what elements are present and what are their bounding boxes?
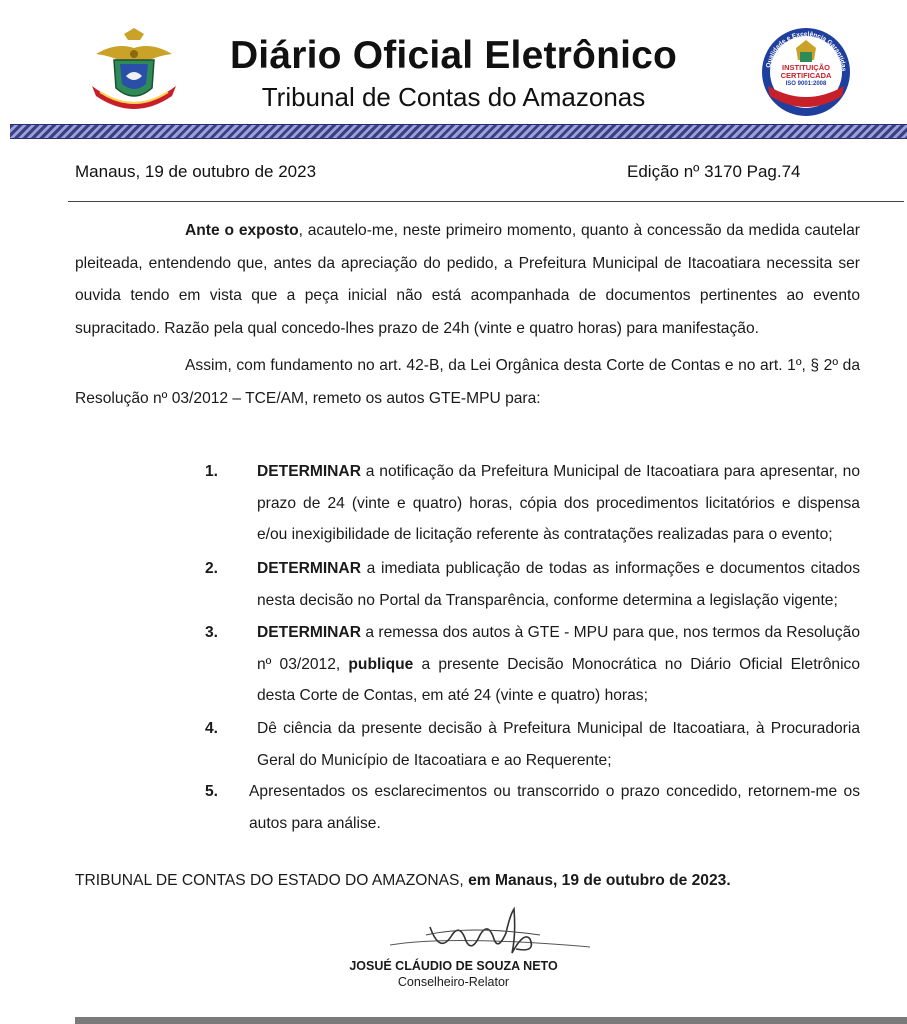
seal-cert-line2: CERTIFICADA — [780, 71, 832, 80]
seal-top-text: Qualidade e Excelência Garantidas — [765, 31, 848, 72]
footer-bar — [75, 1017, 907, 1024]
publication-subtitle: Tribunal de Contas do Amazonas — [261, 82, 646, 112]
publication-title: Diário Oficial Eletrônico — [229, 34, 678, 77]
list-item — [205, 776, 860, 839]
publication-date: Manaus, 19 de outubro de 2023 — [75, 162, 317, 181]
closing-text: TRIBUNAL DE CONTAS DO ESTADO DO AMAZONAS, — [75, 872, 469, 889]
list-item-text-after: a presente Decisão Monocrática no Diário Oficial Eletrônico desta Corte de Contas, em até 24 (vinte e quatro) horas; — [257, 655, 861, 704]
header-divider — [68, 201, 904, 202]
list-item-number: 2. — [205, 560, 219, 577]
list-item-number: 5. — [205, 783, 219, 800]
list-item-bold-mid: publique — [348, 655, 414, 673]
list-item-number: 3. — [205, 624, 219, 641]
edition-number: Edição nº 3170 Pag.74 — [627, 162, 801, 181]
handwritten-signature — [390, 905, 590, 965]
closing-date: em Manaus, 19 de outubro de 2023. — [468, 872, 731, 889]
list-item-lead: DETERMINAR — [257, 624, 361, 641]
list-item-number: 1. — [205, 463, 219, 480]
list-item-text: a remessa dos autos à GTE - MPU para que, nos termos da Resolução nº 03/2012, — [257, 624, 860, 673]
list-item — [205, 617, 860, 712]
list-item — [205, 456, 860, 551]
list-item-text: Dê ciência da presente decisão à Prefeitura Municipal de Itacoatiara, à Procuradoria Geral do Município de Itacoatiara e ao Requerente; — [257, 720, 860, 769]
header-decorative-band — [10, 124, 907, 139]
list-item-number: 4. — [205, 720, 219, 737]
signatory-role: Conselheiro-Relator — [397, 975, 510, 989]
closing-line — [75, 872, 731, 890]
list-item — [205, 713, 860, 776]
paragraph-1 — [75, 215, 860, 345]
seal-cert-line1: INSTITUIÇÃO — [782, 63, 830, 72]
list-item-lead: DETERMINAR — [257, 560, 361, 577]
signatory-name: JOSUÉ CLÁUDIO DE SOUZA NETO — [349, 959, 558, 973]
seal-iso: ISO 9001:2008 — [785, 81, 827, 87]
list-item-text: a notificação da Prefeitura Municipal de Itacoatiara para apresentar, no prazo de 24 (vinte e quatro) horas, cópia dos procedimentos licitatórios e dispensa e/ou inexigibilidade de licitação referente às contratações realizadas para o evento; — [257, 463, 860, 543]
paragraph-2 — [75, 350, 860, 415]
paragraph-1-lead: Ante o exposto — [185, 222, 299, 239]
list-item-text: a imediata publicação de todas as informações e documentos citados nesta decisão no Portal da Transparência, conforme determina a legislação vigente; — [257, 560, 860, 609]
list-item-text: Apresentados os esclarecimentos ou transcorrido o prazo concedido, retornem-me os autos para análise. — [249, 783, 860, 832]
paragraph-1-text: , acautelo-me, neste primeiro momento, quanto à concessão da medida cautelar pleiteada, entendendo que, antes da apreciação do pedido, a Prefeitura Municipal de Itacoatiara necessita ser ouvida tendo em vista que a peça inicial não está acompanhada de documentos pertinentes ao evento supracitado. Razão pela qual concedo-lhes prazo de 24h (vinte e quatro horas) para manifestação. — [75, 222, 860, 337]
list-item-lead: DETERMINAR — [257, 463, 361, 480]
list-item — [205, 553, 860, 616]
document-header — [0, 0, 907, 128]
paragraph-2-text: Assim, com fundamento no art. 42-B, da Lei Orgânica desta Corte de Contas e no art. 1º, § 2º da Resolução nº 03/2012 – TCE/AM, remeto os autos GTE-MPU para: — [75, 357, 860, 407]
iso-certification-seal — [758, 26, 854, 118]
